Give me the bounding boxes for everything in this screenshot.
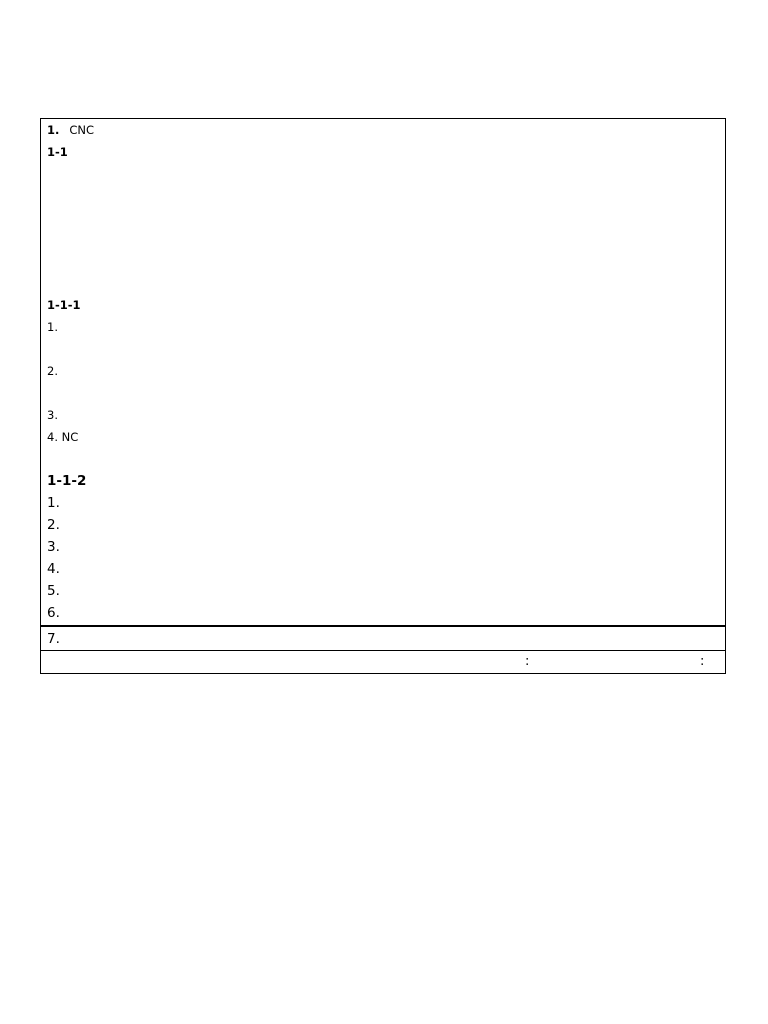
- item-number: 3.: [47, 539, 60, 555]
- intro-line: [47, 208, 719, 228]
- list-item: [47, 361, 719, 381]
- list-item: [47, 628, 719, 650]
- section-heading-1-1-1: [47, 295, 719, 315]
- item-code: NC: [61, 430, 79, 444]
- intro-line: [47, 164, 719, 184]
- list-item: [47, 580, 719, 602]
- list-item: [47, 317, 719, 337]
- list-item: [47, 558, 719, 580]
- item-number: 3.: [47, 408, 58, 422]
- section-number: 1-1-2: [47, 473, 87, 489]
- list-item-continuation: [47, 339, 719, 359]
- item-number: 7.: [47, 631, 60, 647]
- section-number: 1-1: [47, 145, 68, 159]
- item-number: 5.: [47, 583, 60, 599]
- item-number: 4.: [47, 561, 60, 577]
- section-number: 1-1-1: [47, 298, 81, 312]
- item-number: 2.: [47, 517, 60, 533]
- item-number: 1.: [47, 495, 60, 511]
- document-title: [0, 60, 768, 88]
- signature-row: [41, 651, 725, 673]
- list-item: [47, 405, 719, 425]
- intro-line: [47, 186, 719, 206]
- intro-line: [47, 252, 719, 272]
- item-number: 4.: [47, 430, 58, 444]
- item-number: 2.: [47, 364, 58, 378]
- list-item: [47, 536, 719, 558]
- signature-label: :: [525, 654, 530, 669]
- section-number: 1.: [47, 123, 60, 137]
- row-divider: [41, 625, 725, 627]
- intro-line: [47, 230, 719, 250]
- list-item: [47, 427, 719, 447]
- list-item: [47, 602, 719, 624]
- section-heading-1-1-2: [47, 470, 719, 492]
- list-item: [47, 492, 719, 514]
- section-prefix: CNC: [69, 123, 95, 137]
- list-item-continuation: [47, 383, 719, 403]
- section-heading-1: [47, 120, 719, 140]
- list-item: [47, 514, 719, 536]
- item-number: 6.: [47, 605, 60, 621]
- item-number: 1.: [47, 320, 58, 334]
- section-heading-1-1: [47, 142, 719, 162]
- date-label: :: [700, 654, 705, 669]
- procedure-table: [40, 118, 726, 674]
